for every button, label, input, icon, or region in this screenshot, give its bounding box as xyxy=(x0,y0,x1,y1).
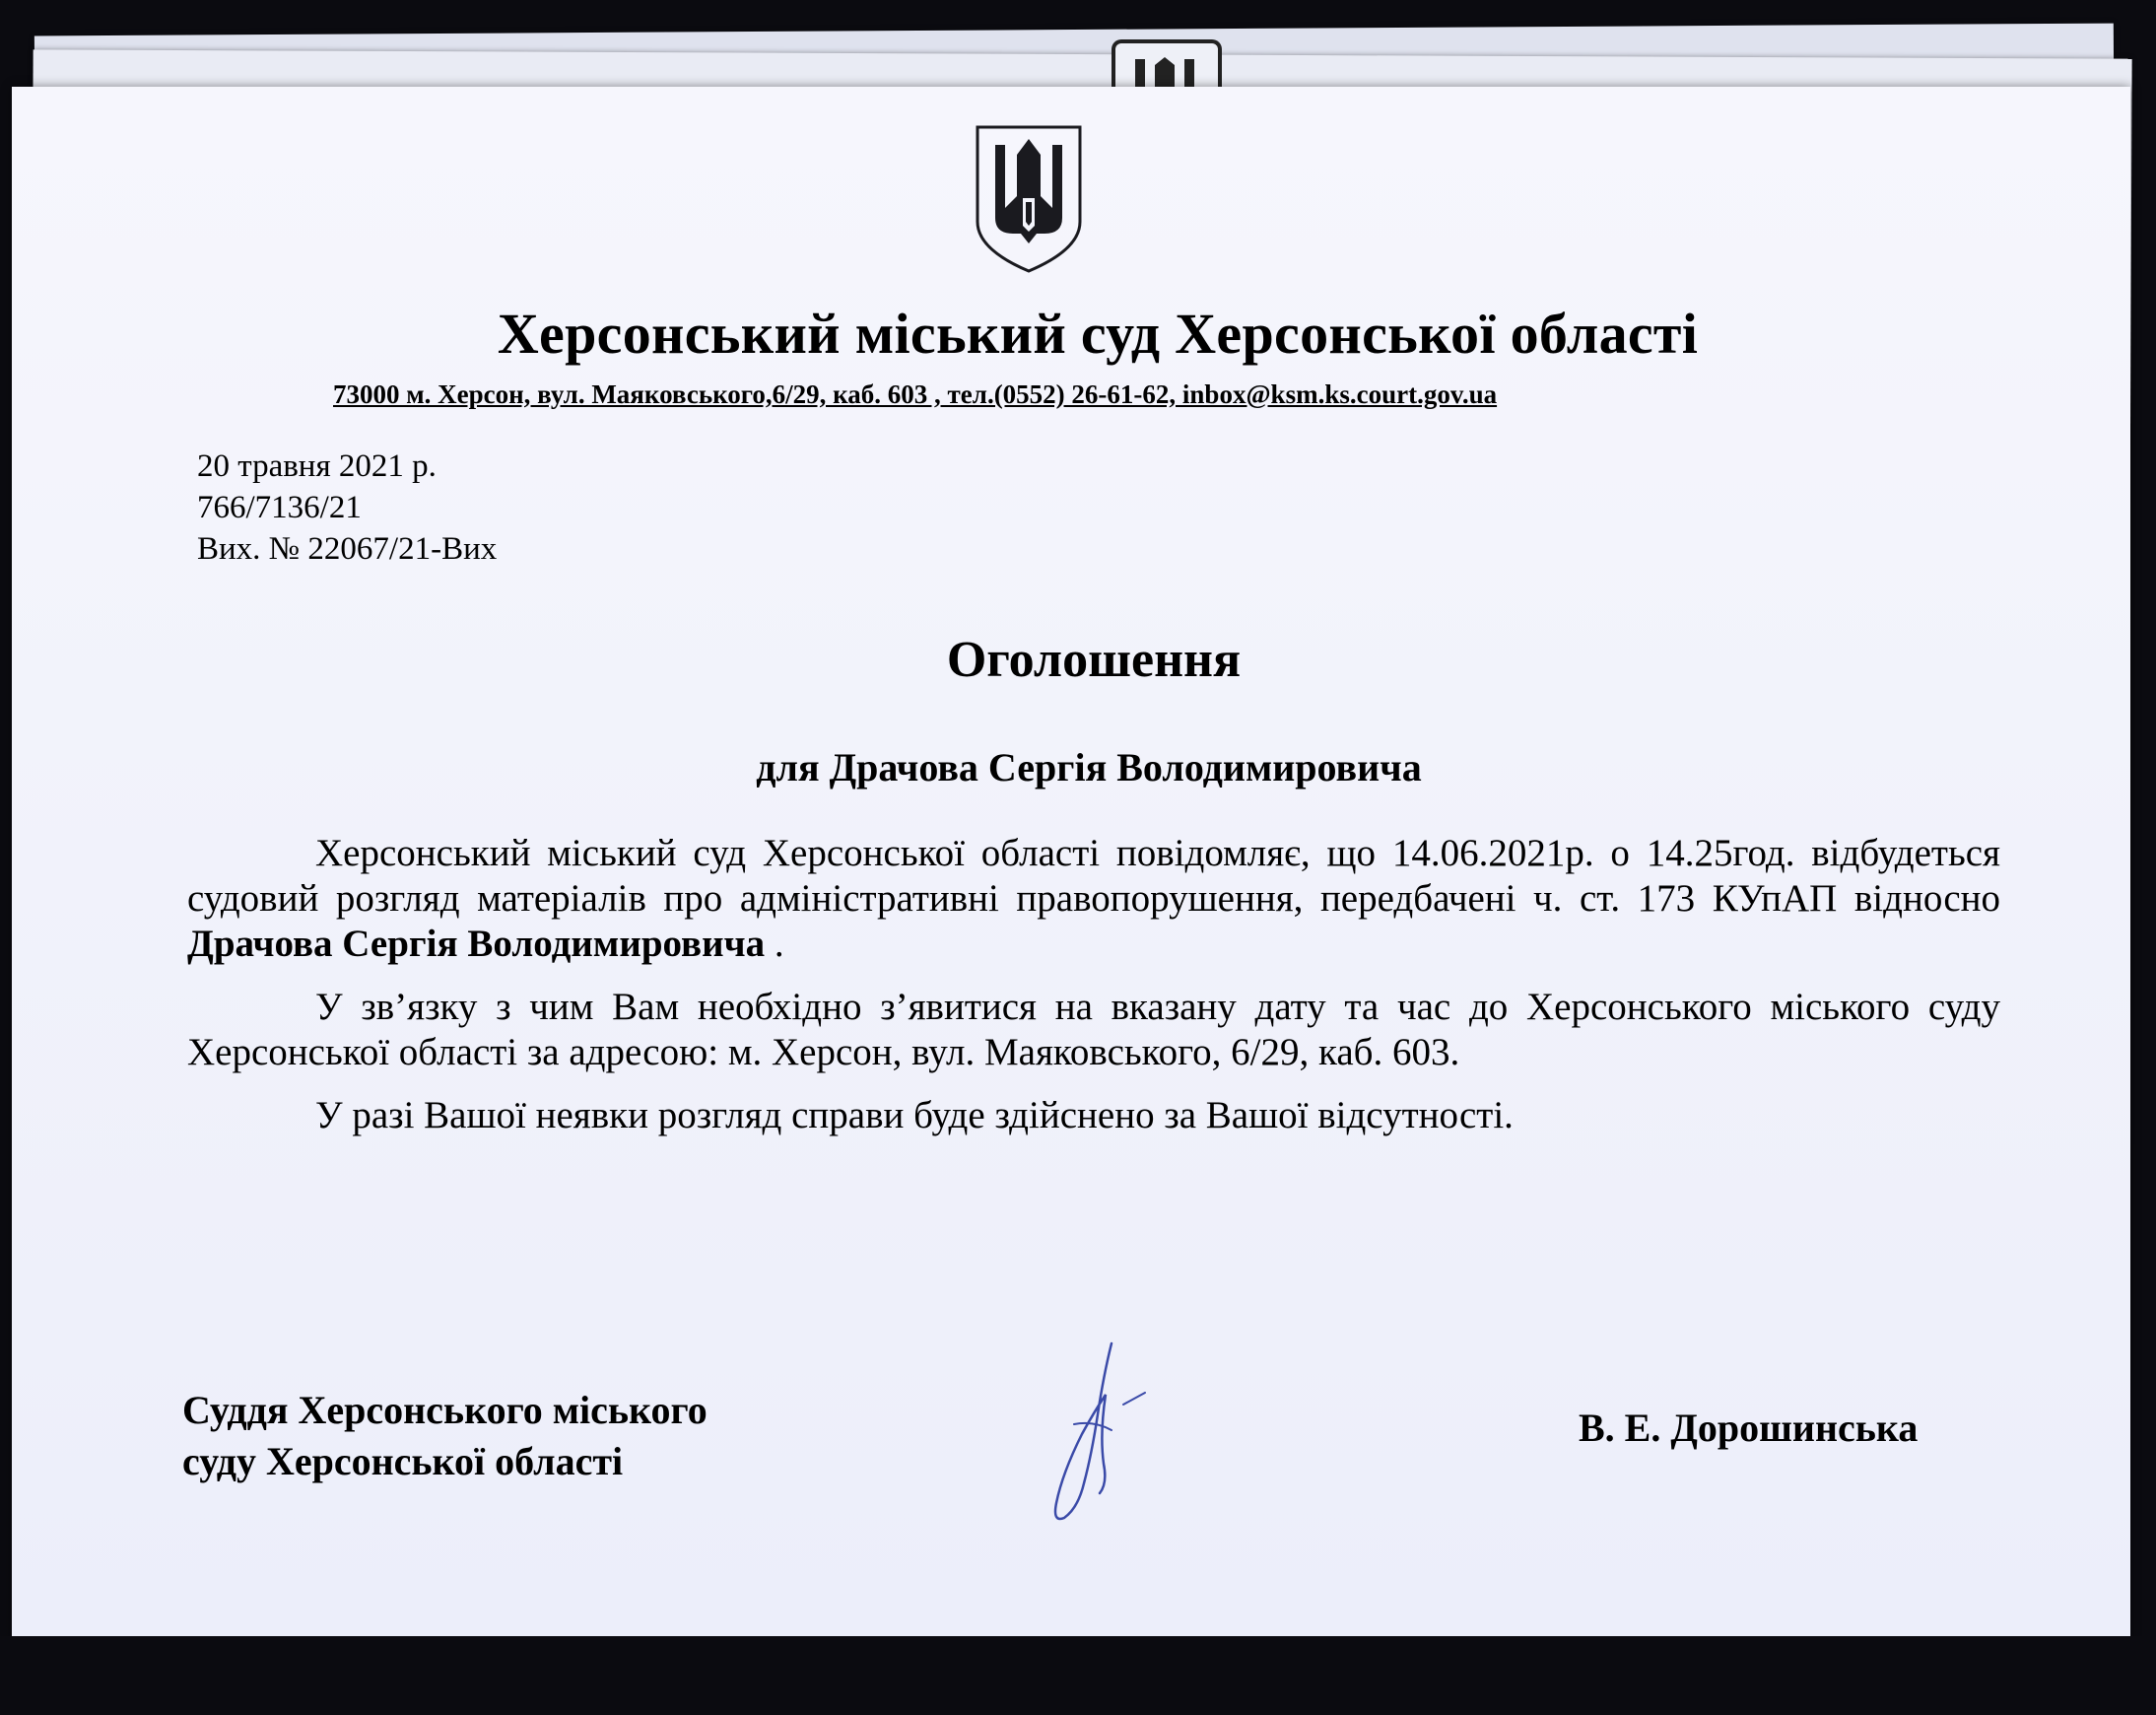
document-meta xyxy=(197,446,497,570)
outgoing-number: Вих. № 22067/21-Вих xyxy=(197,531,498,567)
court-address-line: 73000 м. Херсон, вул. Маяковського,6/29, каб. 603 , тел.(0552) 26-61-62, inbox@ksm.ks.court.gov.ua xyxy=(333,379,1498,409)
document-date: 20 травня 2021 р. xyxy=(197,448,437,484)
paragraph-end-mark: . xyxy=(765,923,784,965)
document-title: Оголошення xyxy=(946,632,1242,688)
paragraph-hearing-text: Херсонський міський суд Херсонської області повідомляє, що 14.06.2021р. о 14.25год. відбудеться судовий розгляд матеріалів про адміністративні правопорушення, передбачені ч. ст. 173 КУпАП відносно xyxy=(187,832,2000,920)
handwritten-signature-icon xyxy=(1035,1336,1153,1533)
paragraph-appearance: У зв’язку з чим Вам необхідно з’явитися на вказану дату та час до Херсонського міського суду Херсонської області за адресою: м. Херсон, вул. Маяковського, 6/29, каб. 603. xyxy=(187,986,2000,1073)
background-table-edge xyxy=(0,1636,2156,1715)
judge-position xyxy=(182,1385,707,1487)
paragraph-absence: У разі Вашої неявки розгляд справи буде здійснено за Вашої відсутності. xyxy=(315,1094,1514,1136)
trident-coat-of-arms-icon xyxy=(974,123,1084,273)
case-number: 766/7136/21 xyxy=(197,490,362,525)
judge-position-line: суду Херсонської області xyxy=(182,1439,624,1483)
paragraph-hearing-notice xyxy=(187,831,2000,967)
recipient-line: для Драчова Сергія Володимировича xyxy=(756,745,1422,789)
court-name-heading: Херсонський міський суд Херсонської області xyxy=(497,302,1699,366)
defendant-name: Драчова Сергія Володимировича xyxy=(187,923,766,965)
judge-name: В. Е. Дорошинська xyxy=(1579,1406,1919,1450)
document-body xyxy=(187,831,2000,1156)
judge-position-line: Суддя Херсонського міського xyxy=(182,1388,707,1432)
